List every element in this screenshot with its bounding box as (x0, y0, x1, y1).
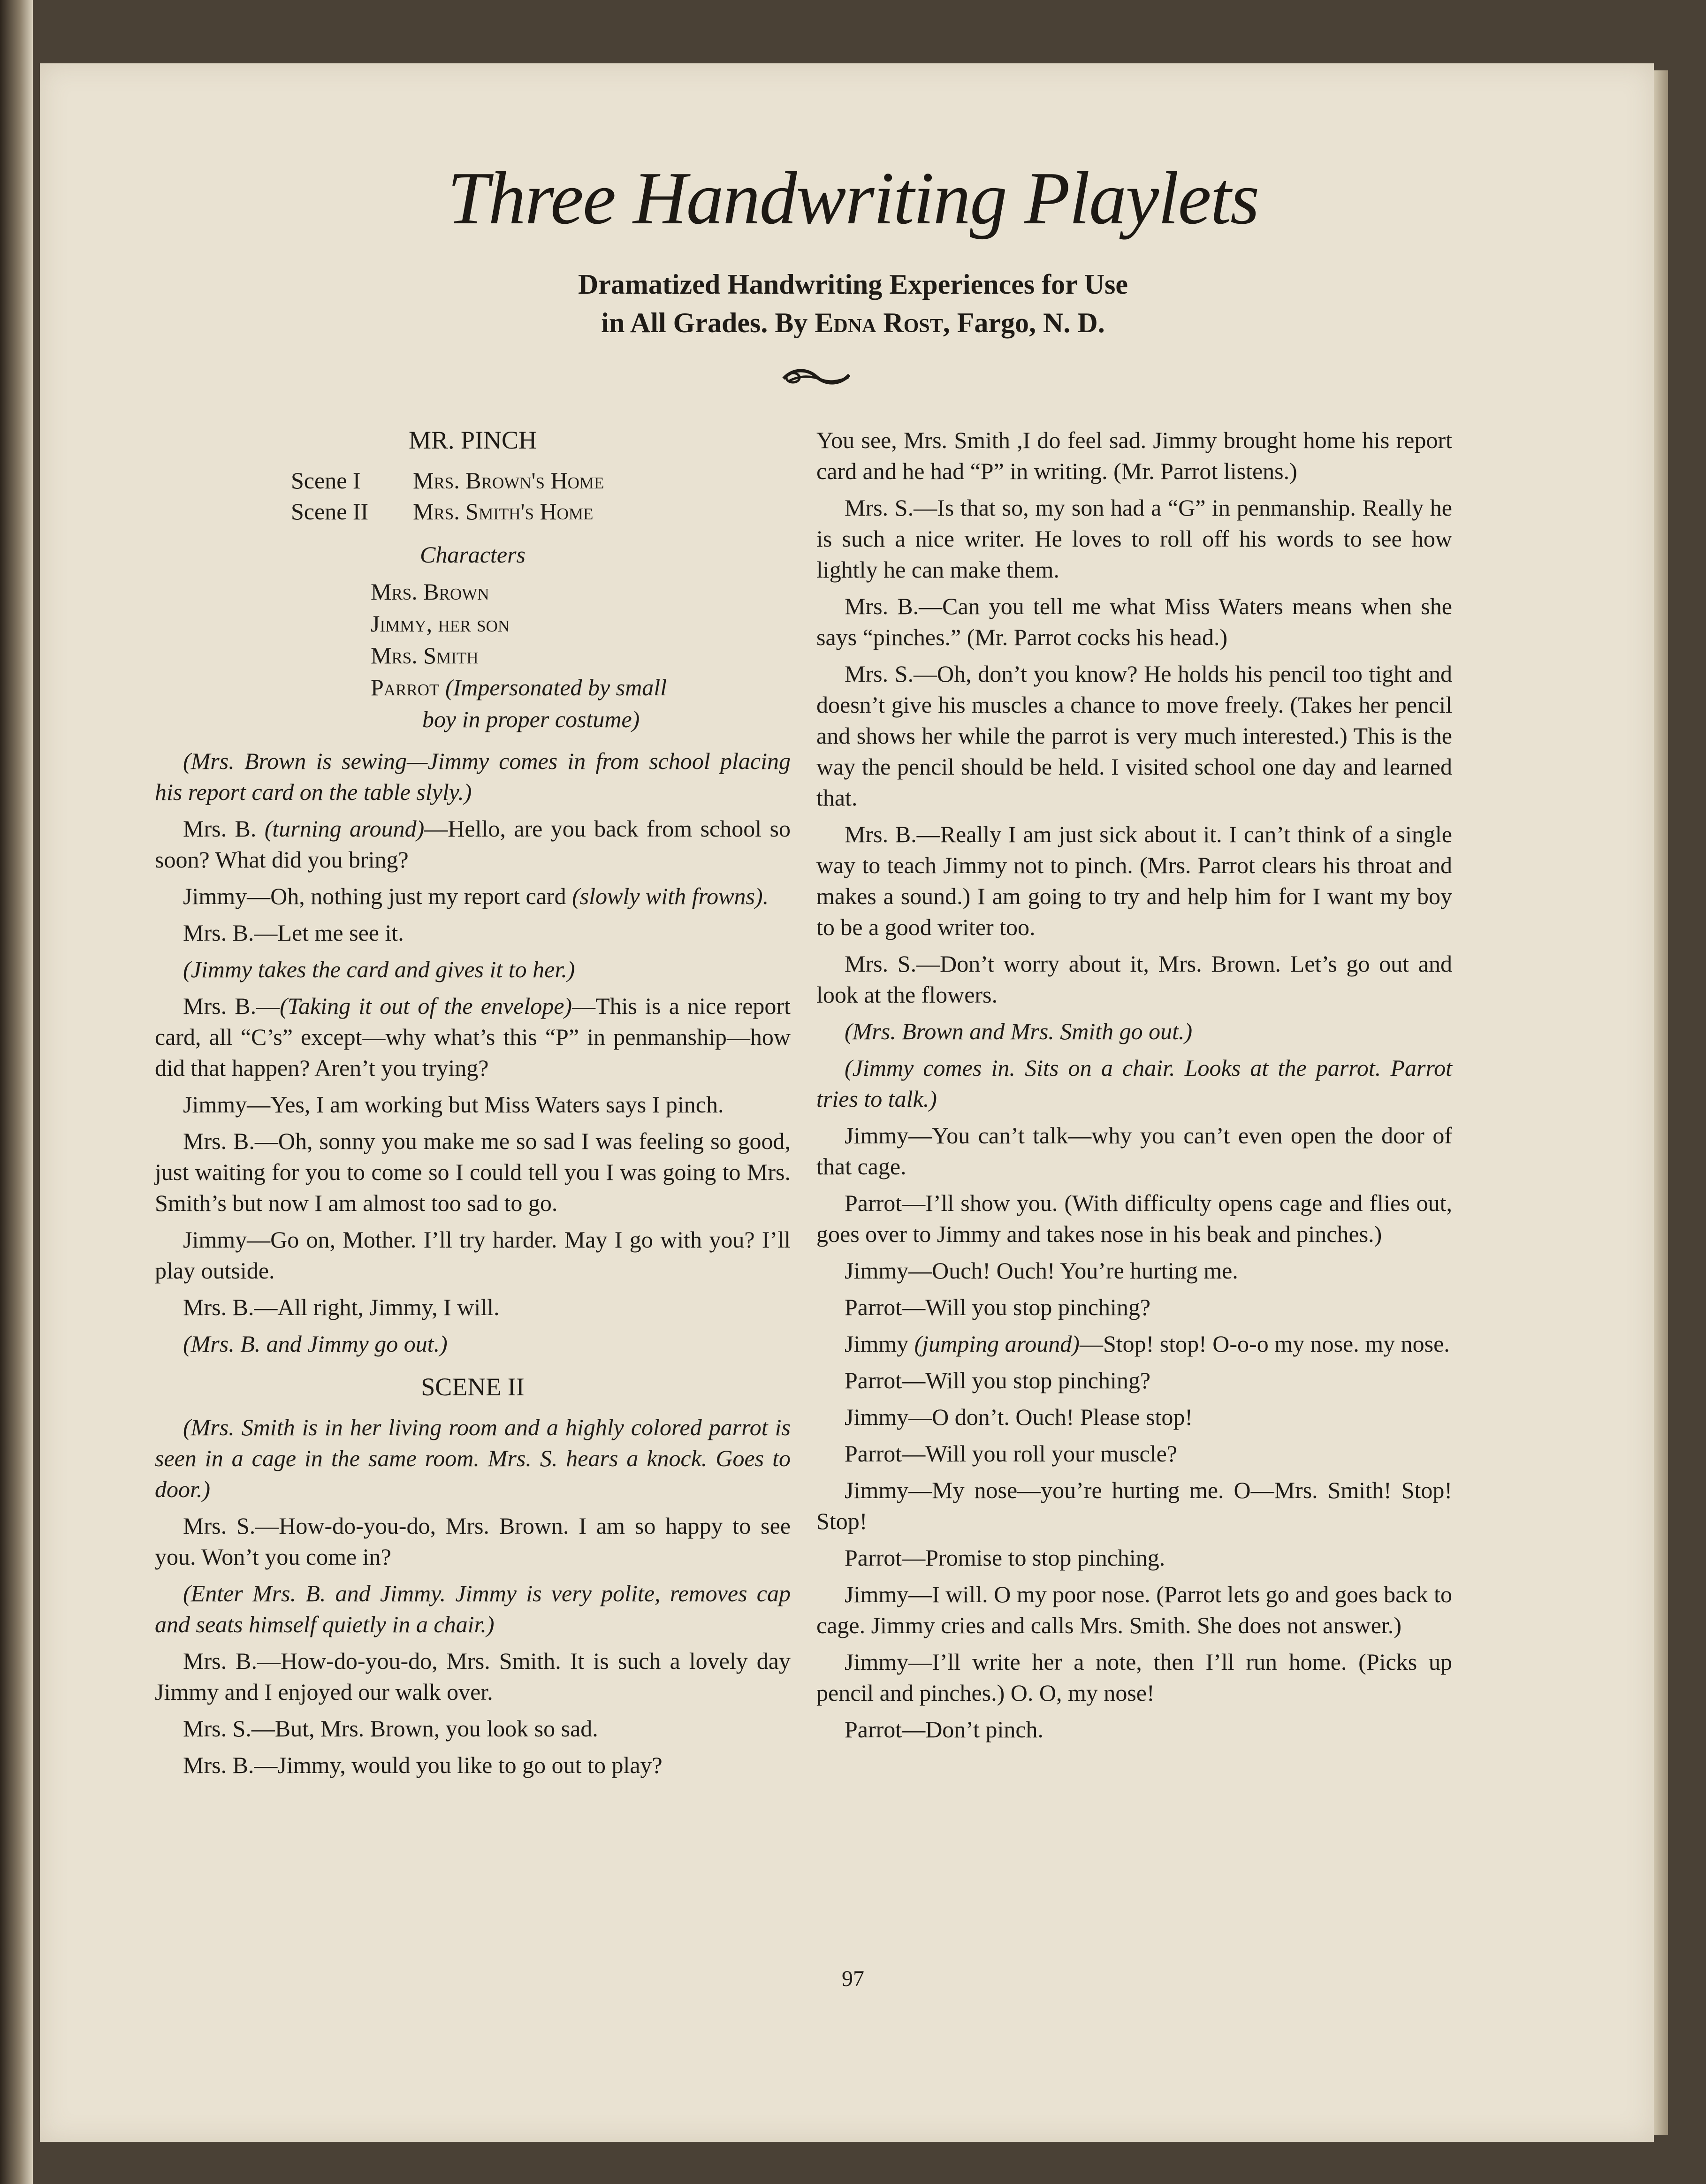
right-column (816, 425, 1452, 1750)
dialogue-line: Mrs. B.—Jimmy, would you like to go out to play? (183, 1752, 663, 1778)
dialogue-line: Mrs. B.—Oh, sonny you make me so sad I was feeling so good, just waiting for you to come so I could tell you I was going to Mrs. Smith’s but now I am almost too sad to go. (155, 1128, 791, 1216)
dialogue-line: Mrs. S.—Oh, don’t you know? He holds his pencil too tight and doesn’t give his muscles a chance to move freely. (Takes her pencil and shows her while the parrot is very much interested.) This is the way the pencil should be held. I visited school one day and learned that. (816, 661, 1452, 811)
dialogue-line: Mrs. B.—Can you tell me what Miss Waters means when she says “pinches.” (Mr. Parrot cocks his head.) (816, 593, 1452, 650)
dialogue-line: Parrot—Don’t pinch. (845, 1716, 1044, 1743)
author-location: , Fargo, N. D. (943, 307, 1105, 338)
dialogue-line: Mrs. S.—Is that so, my son had a “G” in penmanship. Really he is such a nice writer. He loves to roll off his words to see how lightly he can make them. (816, 495, 1452, 583)
scene-list-item (155, 496, 791, 527)
subtitle-text: in All Grades. By (601, 307, 815, 338)
dialogue-line: Jimmy—Oh, nothing just my report card (slowly with frowns). (183, 883, 769, 909)
dialogue-line: Mrs. S.—But, Mrs. Brown, you look so sad. (183, 1715, 598, 1742)
scene-number: Scene I (291, 467, 361, 494)
characters-heading: Characters (420, 541, 526, 568)
article-title: Three Handwriting Playlets (447, 156, 1259, 240)
article-subtitle (0, 265, 1706, 342)
character-note-continued (371, 703, 791, 735)
dialogue-line: Parrot—Will you stop pinching? (845, 1294, 1151, 1320)
dialogue-line: Jimmy—I will. O my poor nose. (Parrot lets go and goes back to cage. Jimmy cries and calls Mrs. Smith. She does not answer.) (816, 1581, 1452, 1638)
dialogue-line: Jimmy—My nose—you’re hurting me. O—Mrs. Smith! Stop! Stop! (816, 1477, 1452, 1534)
dialogue-line: Jimmy—O don’t. Ouch! Please stop! (845, 1404, 1193, 1430)
dialogue-line: Jimmy—Yes, I am working but Miss Waters says I pinch. (183, 1091, 724, 1118)
dialogue-line: You see, Mrs. Smith ,I do feel sad. Jimmy brought home his report card and he had “P” in writing. (Mr. Parrot listens.) (816, 427, 1452, 484)
dialogue-line: Mrs. B. (turning around)—Hello, are you back from school so soon? What did you bring? (155, 815, 791, 873)
dialogue-line: Parrot—Will you stop pinching? (845, 1367, 1151, 1393)
dialogue-line: Parrot—Promise to stop pinching. (845, 1545, 1165, 1571)
page-edge (1654, 70, 1668, 2135)
stage-direction: (Mrs. B. and Jimmy go out.) (183, 1331, 448, 1357)
stage-direction: (Enter Mrs. B. and Jimmy. Jimmy is very polite, removes cap and seats himself quietly in a chair.) (155, 1580, 791, 1637)
character-item: Jimmy, her son (371, 610, 510, 637)
character-item: Mrs. Smith (371, 642, 479, 669)
ornament-icon (779, 364, 854, 392)
subtitle-line-1: Dramatized Handwriting Experiences for Use (578, 269, 1128, 300)
scene-place: Mrs. Smith's Home (413, 498, 594, 525)
dialogue-line: Mrs. B.—All right, Jimmy, I will. (183, 1294, 500, 1320)
dialogue-line: Jimmy—Ouch! Ouch! You’re hurting me. (845, 1257, 1238, 1284)
dialogue-line: Jimmy—Go on, Mother. I’ll try harder. May I go with you? I’ll play outside. (155, 1226, 791, 1284)
dialogue-line: Mrs. S.—How-do-you-do, Mrs. Brown. I am so happy to see you. Won’t you come in? (155, 1513, 791, 1570)
left-column (155, 425, 791, 1786)
dialogue-line: Mrs. S.—Don’t worry about it, Mrs. Brown. Let’s go out and look at the flowers. (816, 951, 1452, 1008)
stage-direction: (Mrs. Brown is sewing—Jimmy comes in from school placing his report card on the table slyly.) (155, 748, 791, 805)
character-note: (Impersonated by small (445, 674, 667, 700)
dialogue-line: Jimmy (jumping around)—Stop! stop! O-o-o my nose. my nose. (845, 1331, 1450, 1357)
scene-place: Mrs. Brown's Home (413, 467, 604, 494)
dialogue-line: Mrs. B.—Really I am just sick about it. I can’t think of a single way to teach Jimmy not to pinch. (Mrs. Parrot clears his throat and makes a sound.) I am going to try and help him for I want my boy to be a good writer too. (816, 821, 1452, 940)
character-note: boy in proper costume) (422, 706, 640, 732)
dialogue-line: Mrs. B.—(Taking it out of the envelope)—This is a nice report card, all “C’s” except—why what’s this “P” in penmanship—how did that happen? Aren’t you trying? (155, 993, 791, 1081)
dialogue-line: Mrs. B.—How-do-you-do, Mrs. Smith. It is such a lovely day Jimmy and I enjoyed our walk over. (155, 1648, 791, 1705)
character-list (155, 576, 791, 735)
scene-number: Scene II (291, 498, 369, 525)
dialogue-line: Parrot—I’ll show you. (With difficulty opens cage and flies out, goes over to Jimmy and takes nose in his beak and pinches.) (816, 1190, 1452, 1247)
stage-direction: (Jimmy comes in. Sits on a chair. Looks at the parrot. Parrot tries to talk.) (816, 1055, 1452, 1112)
dialogue-line: Parrot—Will you roll your muscle? (845, 1440, 1177, 1467)
subtitle-line-2 (0, 304, 1706, 342)
playlet-title: MR. PINCH (408, 426, 537, 454)
page-number: 97 (842, 1966, 864, 1991)
stage-direction: (Jimmy takes the card and gives it to her.) (183, 956, 575, 982)
scene-heading: SCENE II (421, 1373, 525, 1401)
stage-direction: (Mrs. Brown and Mrs. Smith go out.) (845, 1018, 1193, 1044)
author-name: Edna Rost (815, 307, 943, 338)
stage-direction: (Mrs. Smith is in her living room and a highly colored parrot is seen in a cage in the same room. Mrs. S. hears a knock. Goes to door.) (155, 1414, 791, 1502)
character-item (371, 671, 791, 703)
character-item: Mrs. Brown (371, 578, 489, 605)
dialogue-line: Jimmy—You can’t talk—why you can’t even open the door of that cage. (816, 1122, 1452, 1180)
scene-list-item (155, 465, 791, 496)
character-name: Parrot (371, 674, 440, 700)
dialogue-line: Mrs. B.—Let me see it. (183, 920, 404, 946)
dialogue-line: Jimmy—I’ll write her a note, then I’ll run home. (Picks up pencil and pinches.) O. O, my nose! (816, 1649, 1452, 1706)
